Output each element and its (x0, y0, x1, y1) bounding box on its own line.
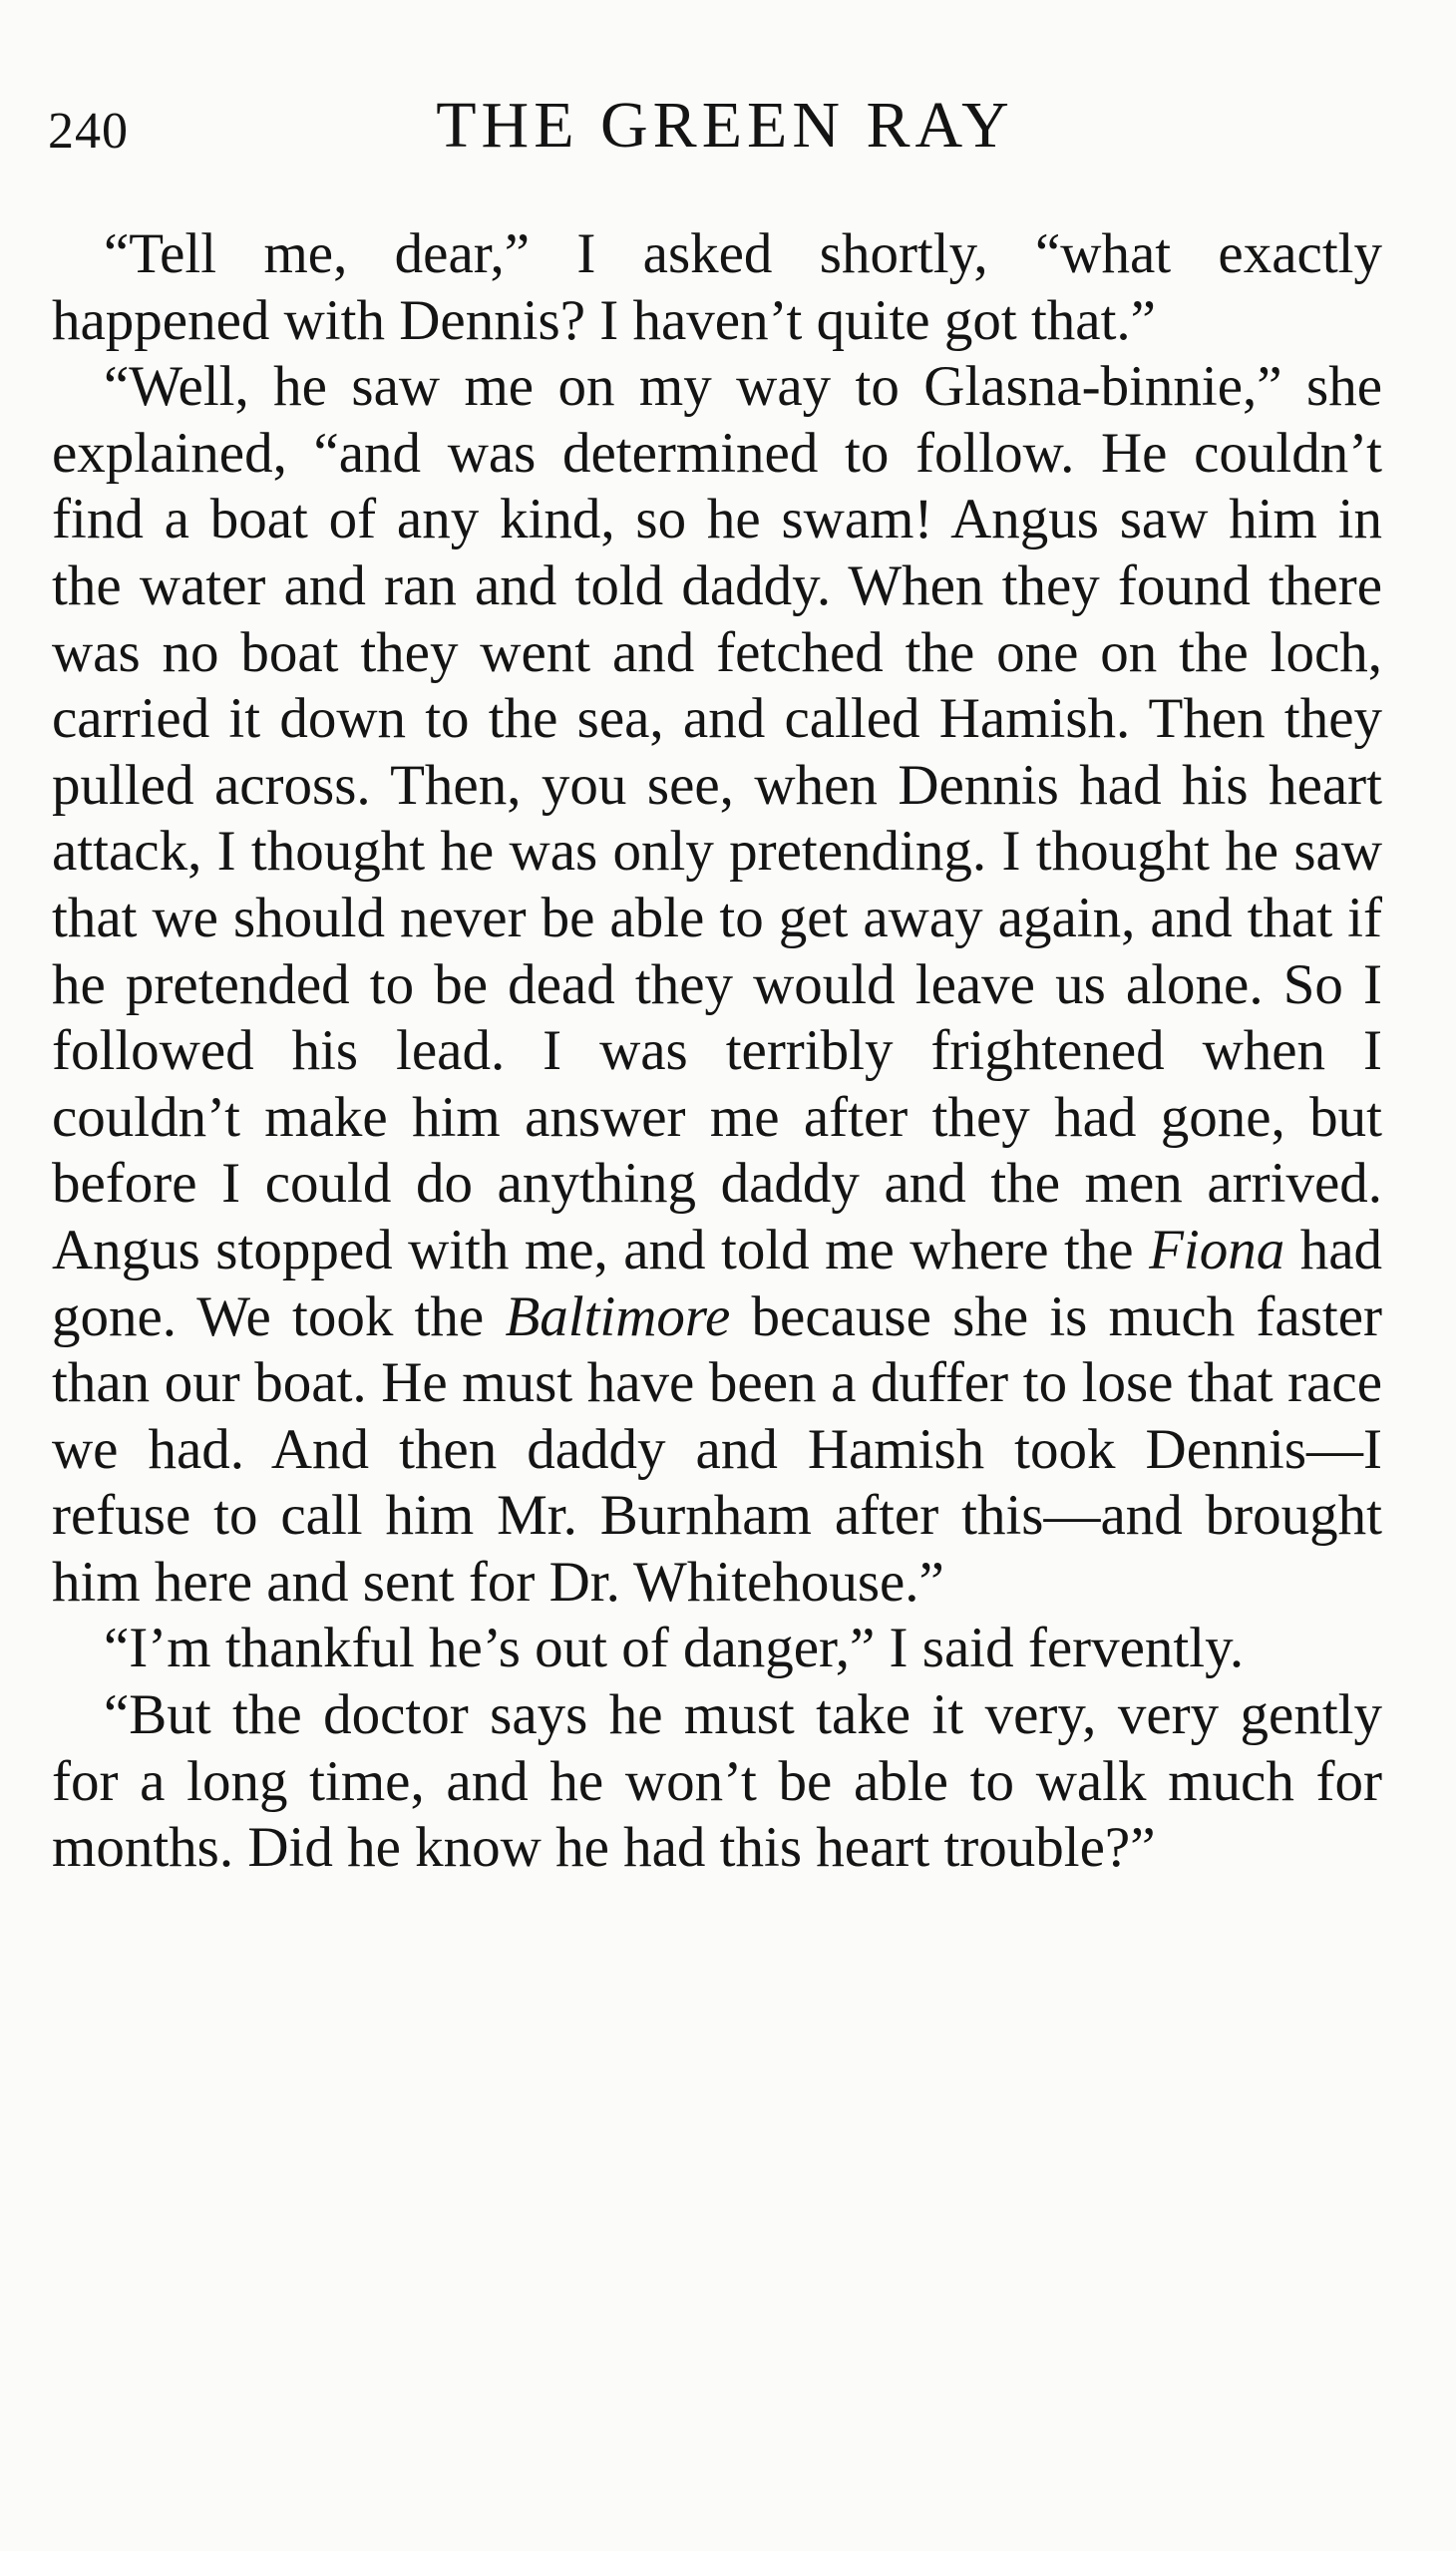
ship-name-baltimore: Baltimore (505, 1284, 731, 1348)
paragraph-3: “I’m thankful he’s out of danger,” I said fervently. (104, 1617, 1245, 1680)
paragraph-2-text-b: had gone. We took the (52, 1218, 1383, 1348)
paragraph-2 (52, 354, 1382, 1616)
page-header (48, 88, 1384, 168)
ship-name-fiona: Fiona (1149, 1218, 1285, 1281)
paragraph-4: “But the doctor says he must take it very, very gently for a long time, and he won’t be able to walk much for months. Did he know he had this heart trouble?” (52, 1683, 1382, 1880)
body-text (52, 221, 1382, 1882)
paragraph-2-text-a: “Well, he saw me on my way to Glasna-binnie,” she explained, “and was determined to follow. He couldn’t find a boat of any kind, so he swam! Angus saw him in the water and ran and told daddy. When they found there was no boat they went and fetched the one on the loch, carried it down to the sea, and called Hamish. Then they pulled across. Then, you see, when Dennis had his heart attack, I thought he was only pretending. I thought he saw that we should never be able to get away again, and that if he pretended to be dead they would leave us alone. So I followed his lead. I was terribly frightened when I couldn’t make him answer me after they had gone, but before I could do anything daddy and the men arrived. Angus stopped with me, and told me where the (52, 355, 1382, 1281)
paragraph-2-text-c: because she is much faster than our boat. He must have been a duffer to lose that race we had. And then daddy and Hamish took Dennis—I refuse to call him Mr. Burnham after this—and brought him here and sent for Dr. Whitehouse.” (52, 1284, 1383, 1614)
running-title: THE GREEN RAY (436, 89, 1014, 162)
page-number: 240 (48, 103, 129, 160)
paragraph-1: “Tell me, dear,” I asked shortly, “what exactly happened with Dennis? I haven’t quite got that.” (52, 222, 1382, 352)
